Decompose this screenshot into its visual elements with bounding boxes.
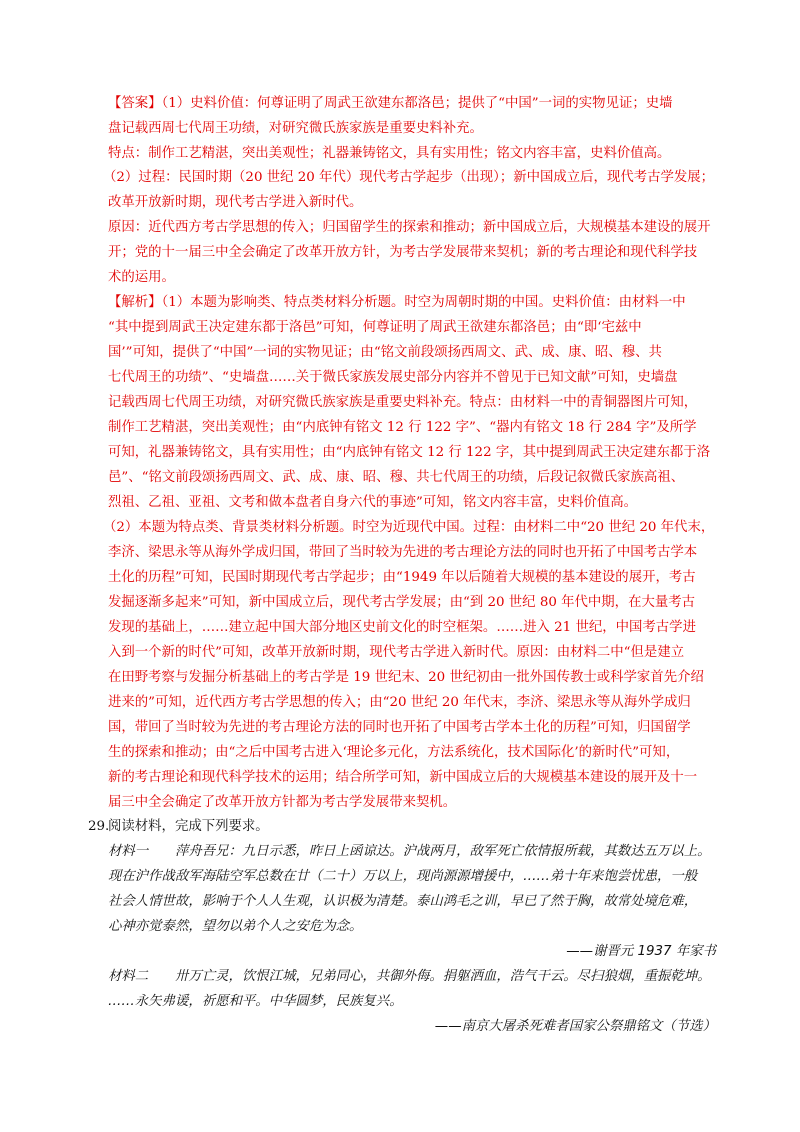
answer-line: 原因：近代西方考古学思想的传入；归国留学生的探索和推动；新中国成立后，大规模基本建设的展开 <box>108 220 711 235</box>
analysis-line: 生的探索和推动；由“之后中国考古进入‘理论多元化，方法系统化，技术国际化’的新时代”可知， <box>108 745 680 760</box>
analysis-line: 国’”可知，提供了“中国”一词的实物见证；由“铭文前段颂扬西周文、武、成、康、昭、穆、共 <box>108 345 662 360</box>
material-line: 社会人情世故，影响于个人人生观，认识极为清楚。泰山鸿毛之训，早已了然于胸，故常处境危难， <box>108 894 698 909</box>
analysis-line: 进来的”可知，近代西方考古学思想的传入；由“20 世纪 20 年代末，李济、梁思永等从海外学成归 <box>108 695 691 710</box>
analysis-line: 记载西周七代周王功绩，对研究微氏族家族是重要史料补充。特点：由材料一中的青铜器图片可知， <box>108 395 698 410</box>
analysis-line: 入到一个新的时代”可知，改革开放新时期，现代考古学进入新时代。原因：由材料二中“但是建立 <box>108 645 685 660</box>
analysis-line: 土化的历程”可知，民国时期现代考古学起步；由“1949 年以后随着大规模的基本建设的展开，考古 <box>108 570 696 585</box>
material-line: 现在沪作战敌军海陆空军总数在廿（二十）万以上，现尚源源增援中，……弟十年来饱尝忧患，一般 <box>108 869 698 884</box>
analysis-line: 七代周王的功绩”、“史墙盘……关于微氏家族发展史部分内容并不曾见于已知文献”可知，史墙盘 <box>108 370 678 385</box>
answer-line: 盘记载西周七代周王功绩，对研究微氏族家族是重要史料补充。 <box>108 121 483 136</box>
analysis-line: 李济、梁思永等从海外学成归国，带回了当时较为先进的考古理论方法的同时也开拓了中国考古学本 <box>108 545 698 560</box>
analysis-line: 在田野考察与发掘分析基础上的考古学是 19 世纪末、20 世纪初由一批外国传教士或科学家首先介绍 <box>108 670 704 685</box>
answer-line: 开；党的十一届三中全会确定了改革开放方针，为考古学发展带来契机；新的考古理论和现代科学技 <box>108 245 698 260</box>
material-line: 材料一 萍舟吾兄：九日示悉，昨日上函谅达。沪战两月，敌军死亡依情报所载，其数达五万以上。 <box>108 844 711 859</box>
question-prompt: 阅读材料，完成下列要求。 <box>108 819 269 834</box>
analysis-line: 国，带回了当时较为先进的考古理论方法的同时也开拓了中国考古学本土化的历程”可知，归国留学 <box>108 720 691 735</box>
answer-line: 改革开放新时期，现代考古学进入新时代。 <box>108 195 363 210</box>
analysis-line: “其中提到周武王决定建东都于洛邑”可知，何尊证明了周武王欲建东都洛邑；由“即‘宅兹中 <box>108 320 642 335</box>
material-source: ——南京大屠杀死难者国家公祭鼎铭文（节选） <box>434 1019 716 1034</box>
analysis-line: 邑”、“铭文前段颂扬西周文、武、成、康、昭、穆、共七代周王的功绩，后段记叙微氏家族高祖、 <box>108 470 685 485</box>
answer-line: 【答案】（1）史料价值：何尊证明了周武王欲建东都洛邑；提供了“中国”一词的实物见证；史墙 <box>108 96 673 111</box>
material-source: ——谢晋元 1937 年家书 <box>566 944 716 959</box>
material-line: 材料二 卅万亡灵，饮恨江城，兄弟同心，共御外侮。捐躯洒血，浩气干云。尽扫狼烟，重振乾坤。 <box>108 969 711 984</box>
answer-line: 术的运用。 <box>108 270 175 285</box>
analysis-line: 发现的基础上，……建立起中国大部分地区史前文化的时空框架。……进入 21 世纪，中国考古学进 <box>108 620 696 635</box>
material-line: ……永矢弗谖，祈愿和平。中华圆梦，民族复兴。 <box>108 994 403 1009</box>
analysis-line: （2）本题为特点类、背景类材料分析题。时空为近现代中国。过程：由材料二中“20 世纪 20 年代末， <box>103 520 715 535</box>
analysis-line: 发掘逐渐多起来”可知，新中国成立后，现代考古学发展；由“到 20 世纪 80 年代中期，在大量考古 <box>108 595 696 610</box>
analysis-line: 可知，礼器兼铸铭文，具有实用性；由“内底钟有铭文 12 行 122 字，其中提到周武王决定建东都于洛 <box>108 445 711 460</box>
question-number: 29. <box>88 819 110 834</box>
analysis-line: 届三中全会确定了改革开放方针都为考古学发展带来契机。 <box>108 795 457 810</box>
material-line: 心神亦觉泰然，望勿以弟个人之安危为念。 <box>108 919 363 934</box>
analysis-line: 新的考古理论和现代科学技术的运用；结合所学可知，新中国成立后的大规模基本建设的展开及十一 <box>108 770 698 785</box>
analysis-line: 【解析】（1）本题为影响类、特点类材料分析题。时空为周朝时期的中国。史料价值：由材料一中 <box>108 295 686 310</box>
answer-line: 特点：制作工艺精湛，突出美观性；礼器兼铸铭文，具有实用性；铭文内容丰富，史料价值高。 <box>108 146 671 161</box>
analysis-line: 制作工艺精湛，突出美观性；由“内底钟有铭文 12 行 122 字”、“器内有铭文 18 行 284 字”及所学 <box>108 420 697 435</box>
analysis-line: 烈祖、乙祖、亚祖、文考和做本盘者自身六代的事迹”可知，铭文内容丰富，史料价值高。 <box>108 495 638 510</box>
answer-line: （2）过程：民国时期（20 世纪 20 年代）现代考古学起步（出现）；新中国成立后，现代考古学发展； <box>103 170 715 185</box>
